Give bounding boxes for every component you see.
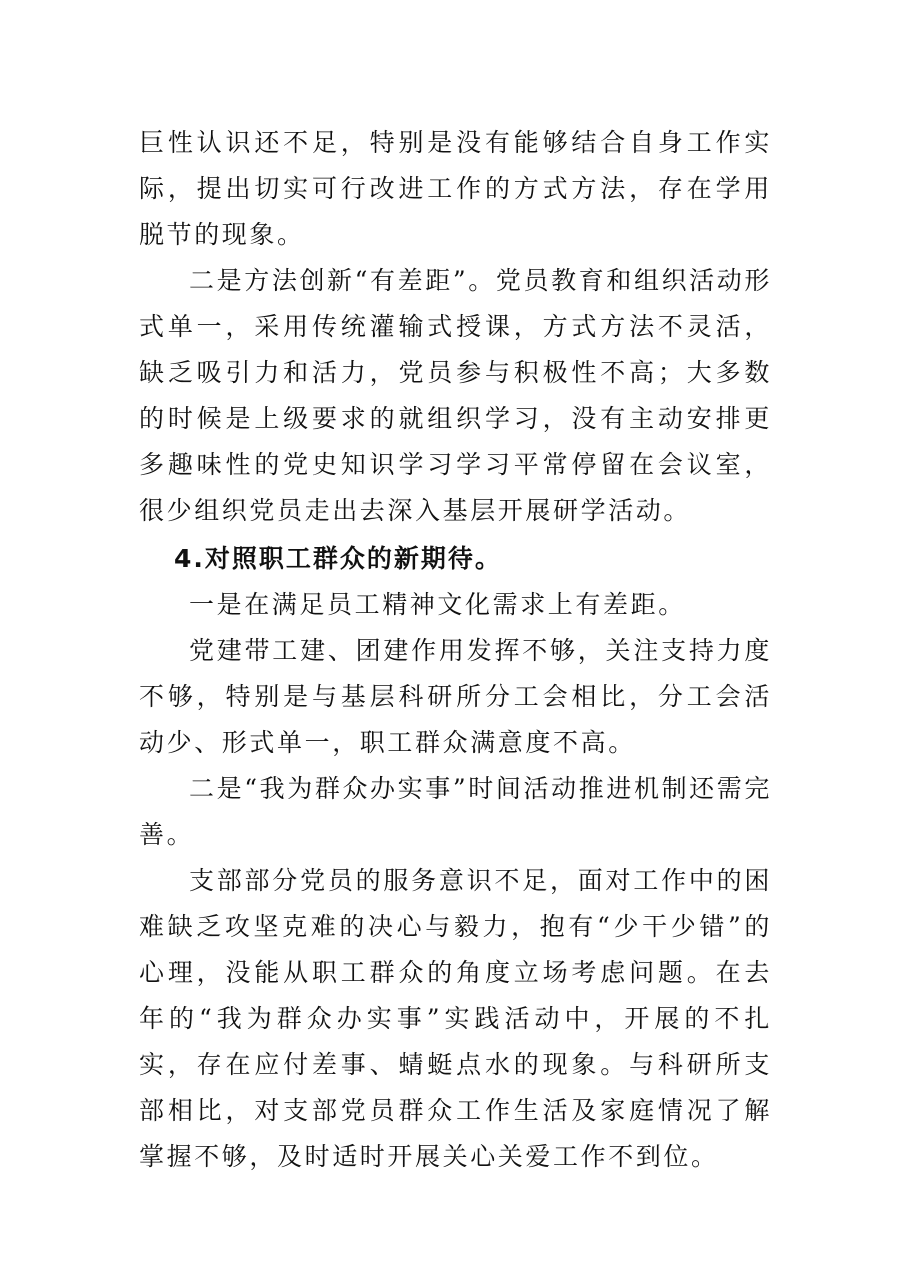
paragraph-continuation: 巨性认识还不足，特别是没有能够结合自身工作实际，提出切实可行改进工作的方式方法，存在学用脱节的现象。	[139, 128, 772, 249]
paragraph-cultural-needs: 一是在满足员工精神文化需求上有差距。	[189, 590, 686, 619]
paragraph-service-awareness: 支部部分党员的服务意识不足，面对工作中的困难缺乏攻坚克难的决心与毅力，抱有“少干少错”的心理，没能从职工群众的角度立场考虑问题。在去年的“我为群众办实事”实践活动中，开展的不扎实，存在应付差事、蜻蜓点水的现象。与科研所支部相比，对支部党员群众工作生活及家庭情况了解掌握不够，及时适时开展关心关爱工作不到位。	[139, 866, 772, 1171]
document-body	[139, 120, 772, 1180]
paragraph-method-innovation: 二是方法创新“有差距”。党员教育和组织活动形式单一，采用传统灌输式授课，方式方法不灵活，缺乏吸引力和活力，党员参与积极性不高；大多数的时候是上级要求的就组织学习，没有主动安排更多趣味性的党史知识学习学习平常停留在会议室，很少组织党员走出去深入基层开展研学活动。	[139, 266, 772, 525]
section-heading-4: 4.对照职工群众的新期待。	[174, 544, 502, 573]
paragraph-practical-matters: 二是“我为群众办实事”时间活动推进机制还需完善。	[139, 774, 772, 849]
paragraph-party-building: 党建带工建、团建作用发挥不够，关注支持力度不够，特别是与基层科研所分工会相比，分工会活动少、形式单一，职工群众满意度不高。	[139, 636, 772, 757]
